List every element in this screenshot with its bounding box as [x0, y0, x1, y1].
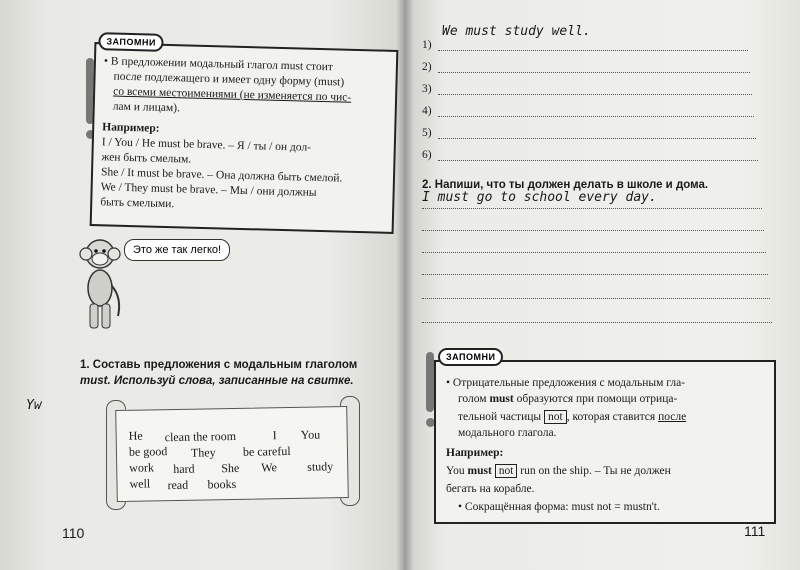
- speech-bubble: Это же так легко!: [124, 239, 230, 261]
- right-page: [404, 0, 800, 570]
- scroll-word: hard: [173, 461, 195, 477]
- neg-rule-2: [458, 392, 677, 407]
- answer-line: [422, 252, 766, 253]
- scroll-word: She: [221, 460, 240, 476]
- neg-rule-2a: голом: [458, 393, 487, 405]
- rule-line-3: со всеми местоимениями (не изменяется по чис-: [113, 85, 352, 104]
- scroll-word: work: [129, 460, 155, 475]
- task-2: 2. Напиши, что ты должен делать в школе и дома.: [422, 179, 709, 191]
- line-number: 4): [422, 105, 432, 117]
- page-number-right: 111: [744, 523, 766, 539]
- line-number: 2): [422, 61, 432, 73]
- rule-line-2: после подлежащего и имеет одну форму (must): [113, 70, 345, 89]
- neg-example-2: бегать на корабле.: [446, 483, 535, 495]
- neg-rule-1: • Отрицательные предложения с модальным гла-: [446, 377, 686, 389]
- line-number: 6): [422, 149, 432, 161]
- neg-example-b: must: [467, 465, 492, 477]
- example-heading: Например:: [102, 121, 160, 135]
- line-number: 5): [422, 127, 432, 139]
- neg-rule-3: [458, 410, 686, 425]
- task-1-line-2: must. Используй слова, записанные на свитке.: [80, 375, 354, 387]
- answer-line: [438, 138, 756, 139]
- neg-rule-2c: образуются при помощи отрица-: [516, 393, 678, 405]
- answer-line: [422, 322, 772, 323]
- rule-line-1: • В предложении модальный глагол must стоит: [103, 55, 334, 74]
- exclamation-icon: [426, 352, 434, 412]
- answer-line: [438, 72, 750, 73]
- remember-tag: ЗАПОМНИ: [438, 348, 503, 366]
- scroll-word: I: [272, 428, 277, 443]
- example-1a: I / You / He must be brave. – Я / ты / он дол-: [101, 136, 312, 154]
- scroll-word: We: [261, 460, 278, 475]
- neg-rule-3a: тельной частицы: [458, 411, 542, 423]
- answer-line: [438, 50, 748, 51]
- line-number: 1): [422, 39, 432, 51]
- scroll-word: They: [190, 445, 216, 460]
- short-form: • Сокращённая форма: must not = mustn't.: [458, 501, 660, 513]
- scroll-word: study: [307, 459, 334, 474]
- task-1-line-1: 1. Составь предложения с модальным глаголом: [80, 359, 358, 371]
- word-scroll: [115, 406, 349, 502]
- answer-line: [422, 274, 768, 275]
- scroll-word: read: [167, 477, 189, 493]
- scroll-word: be good: [128, 444, 168, 459]
- answer-line: [438, 160, 758, 161]
- answer-line: [422, 230, 764, 231]
- example-heading: Например:: [446, 447, 504, 459]
- answer-line: [438, 94, 752, 95]
- remember-box: [90, 36, 399, 234]
- answer-line: [422, 208, 762, 209]
- scroll-word: You: [300, 427, 321, 442]
- neg-example-a: You: [446, 465, 465, 477]
- margin-note: Yw: [26, 398, 42, 413]
- neg-example-d: run on the ship. – Ты не должен: [520, 465, 671, 477]
- example-3a: We / They must be brave. – Мы / они должны: [100, 181, 317, 199]
- neg-rule-3c: , которая ставится: [566, 411, 656, 423]
- scroll-word: books: [207, 476, 237, 492]
- remember-tag: ЗАПОМНИ: [98, 32, 164, 52]
- page-number-left: 110: [62, 525, 85, 541]
- line-number: 3): [422, 83, 432, 95]
- neg-example-c: not: [495, 464, 518, 478]
- example-2: She / It must be brave. – Она должна быть смелой.: [100, 166, 343, 185]
- answer-line: [438, 116, 754, 117]
- book-gutter: [396, 0, 414, 570]
- scroll-word: clean the room: [164, 428, 237, 445]
- neg-rule-4: модального глагола.: [458, 427, 557, 439]
- neg-example: [446, 464, 671, 479]
- scroll-word: well: [129, 476, 151, 491]
- remember-box: [434, 352, 776, 524]
- example-3b: быть смелыми.: [100, 196, 175, 211]
- scroll-word: He: [128, 428, 143, 443]
- handwritten-answer: We must study well.: [442, 24, 591, 39]
- neg-rule-3d: после: [658, 411, 687, 423]
- example-1b: жен быть смелым.: [101, 151, 192, 166]
- handwritten-answer: I must go to school every day.: [422, 190, 657, 205]
- scroll-word: be careful: [242, 443, 291, 459]
- neg-rule-2b: must: [489, 393, 514, 405]
- neg-rule-3b: not: [544, 410, 567, 424]
- monkey-mascot-icon: [78, 236, 124, 334]
- answer-line: [422, 298, 770, 299]
- rule-line-4: лам и лицам).: [112, 100, 181, 115]
